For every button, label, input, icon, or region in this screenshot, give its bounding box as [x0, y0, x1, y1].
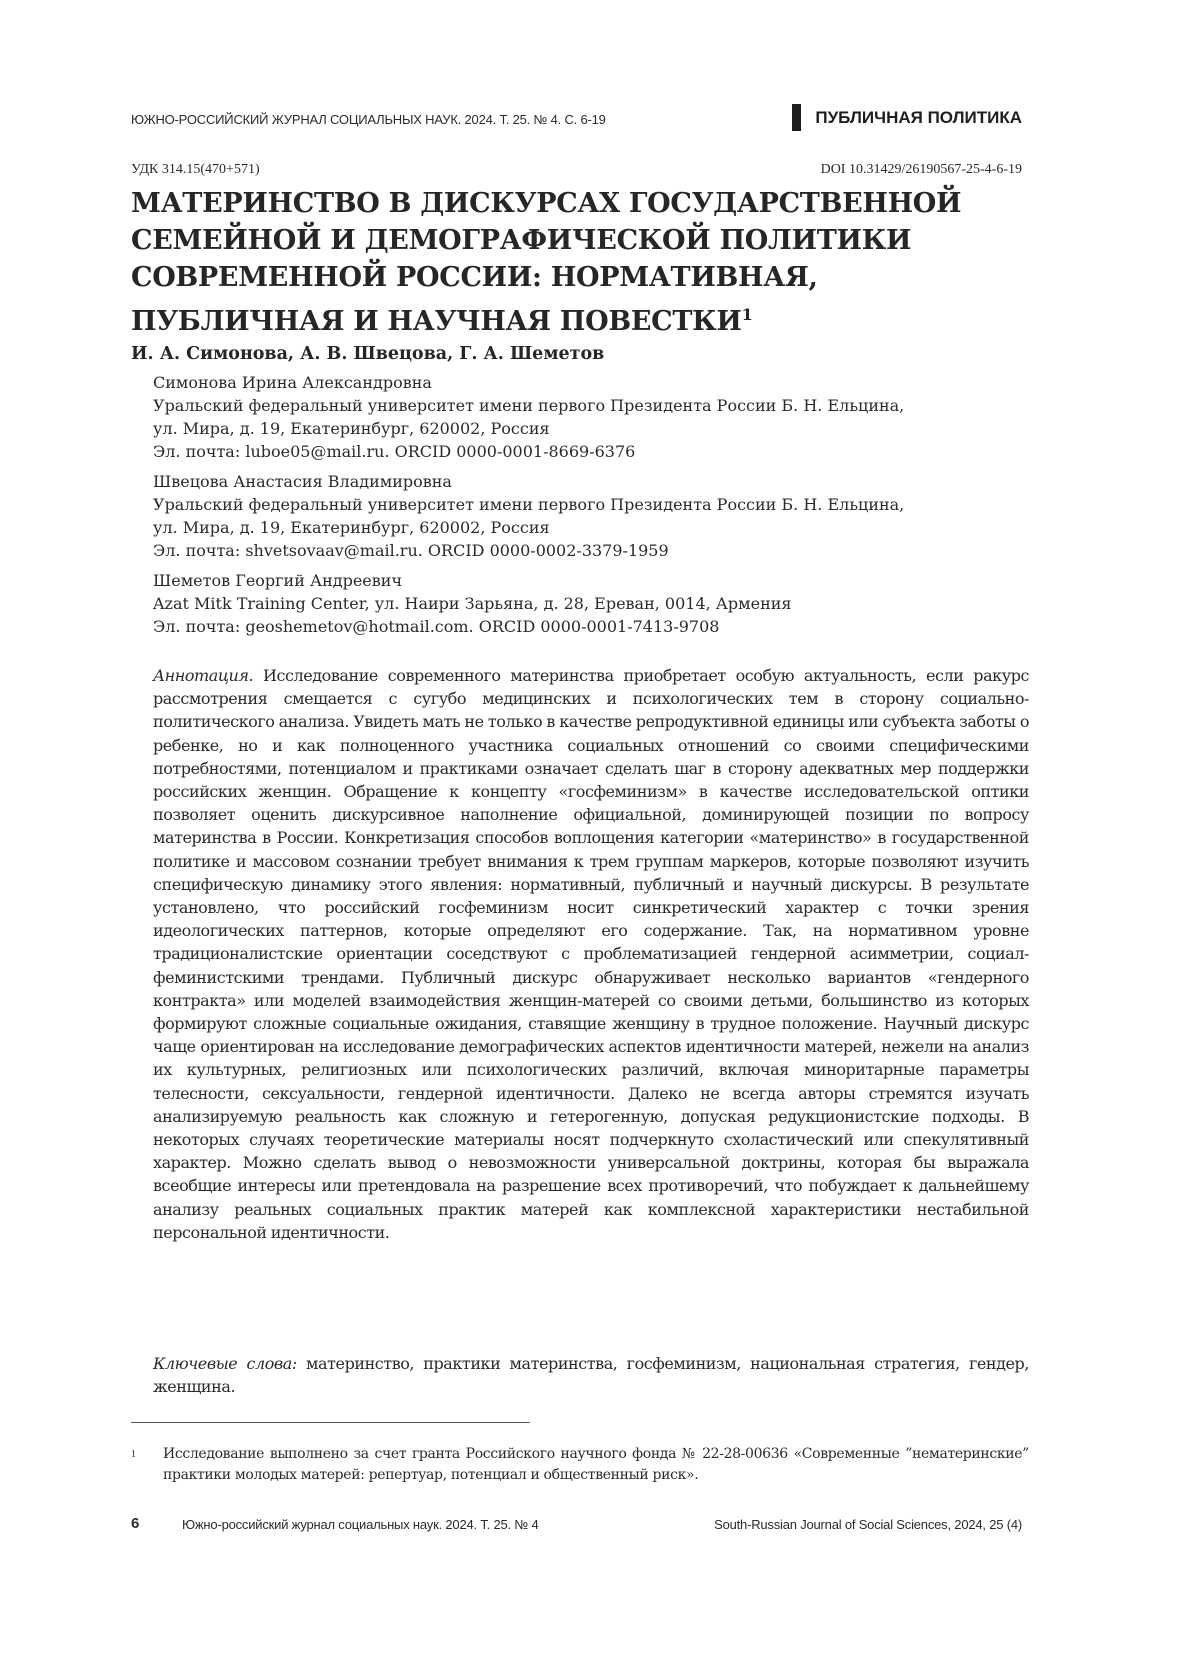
affiliation-1 — [153, 371, 1033, 463]
author-organization: Уральский федеральный университет имени первого Президента России Б. Н. Ельцина, — [153, 495, 905, 514]
footnote-number: 1 — [131, 1449, 136, 1460]
author-full-name: Швецова Анастасия Владимировна — [153, 472, 452, 491]
author-address: ул. Мира, д. 19, Екатеринбург, 620002, Россия — [153, 419, 550, 438]
authors-line: И. А. Симонова, А. В. Швецова, Г. А. Шеметов — [131, 344, 605, 364]
page-number: 6 — [131, 1515, 140, 1532]
author-address: ул. Мира, д. 19, Екатеринбург, 620002, Россия — [153, 518, 550, 537]
keywords-label: Ключевые слова: — [153, 1354, 297, 1373]
article-title — [131, 185, 1031, 340]
author-contact: Эл. почта: luboe05@mail.ru. ORCID 0000-0001-8669-6376 — [153, 442, 636, 461]
footer-journal-en: South-Russian Journal of Social Sciences, 2024, 25 (4) — [714, 1517, 1022, 1532]
affiliations — [153, 371, 1033, 645]
title-line: МАТЕРИНСТВО В ДИСКУРСАХ ГОСУДАРСТВЕННОЙ — [131, 188, 962, 219]
title-line: СОВРЕМЕННОЙ РОССИИ: НОРМАТИВНАЯ, — [131, 262, 818, 293]
footer-journal-ru: Южно-российский журнал социальных наук. 2024. Т. 25. № 4 — [182, 1517, 539, 1532]
footnote-divider — [131, 1422, 530, 1423]
udk-code: УДК 314.15(470+571) — [131, 162, 260, 177]
affiliation-2 — [153, 470, 1033, 562]
author-contact: Эл. почта: geoshemetov@hotmail.com. ORCID 0000-0001-7413-9708 — [153, 617, 720, 636]
keywords-text: материнство, практики материнства, госфеминизм, национальная стратегия, гендер, женщина. — [153, 1354, 1029, 1397]
keywords — [153, 1352, 1029, 1398]
abstract-text: Исследование современного материнства приобретает особую актуальность, если ракурс рассмотрения смещается с сугубо медицинских и психологических тем в сторону социально-политического анализа. Увидеть мать не только в качестве репродуктивной единицы или субъекта заботы о ребенке, но и как полноценного участника социальных отношений со своими специфическими потребностями, потенциалом и практиками означает сделать шаг в сторону адекватных мер поддержки российских женщин. Обращение к концепту «госфеминизм» в качестве исследовательской оптики позволяет оценить дискурсивное наполнение официальной, доминирующей позиции по вопросу материнства в России. Конкретизация способов воплощения категории «материнство» в государственной политике и массовом сознании требует внимания к трем группам маркеров, которые позволяют изучить специфическую динамику этого явления: нормативный, публичный и научный дискурсы. В результате установлено, что российский госфеминизм носит синкретический характер с точки зрения идеологических паттернов, которые определяют его содержание. Так, на нормативном уровне традиционалистские ориентации соседствуют с проблематизацией гендерной асимметрии, социал-феминистскими трендами. Публичный дискурс обнаруживает несколько вариантов «гендерного контракта» или моделей взаимодействия женщин-матерей со своими детьми, большинство из которых формируют сложные социальные ожидания, ставящие женщину в трудное положение. Научный дискурс чаще ориентирован на исследование демографических аспектов идентичности матерей, нежели на анализ их культурных, религиозных или психологических различий, включая миноритарные параметры телесности, сексуальности, гендерной идентичности. Далеко не всегда авторы стремятся изучать анализируемую реальность как сложную и гетерогенную, допуская редукционистские подходы. В некоторых случаях теоретические материалы носят подчеркнуто схоластический или спекулятивный характер. Можно сделать вывод о невозможности универсальной доктрины, которая бы выражала всеобщие интересы или претендовала на разрешение всех противоречий, что побуждает к дальнейшему анализу реальных социальных практик матерей как комплексной характеристики нестабильной персональной идентичности. — [153, 666, 1029, 1242]
author-contact: Эл. почта: shvetsovaav@mail.ru. ORCID 0000-0002-3379-1959 — [153, 541, 669, 560]
author-full-name: Шеметов Георгий Андреевич — [153, 571, 403, 590]
abstract — [153, 664, 1029, 1244]
title-line: ПУБЛИЧНАЯ И НАУЧНАЯ ПОВЕСТКИ — [131, 306, 742, 337]
author-organization: Уральский федеральный университет имени первого Президента России Б. Н. Ельцина, — [153, 396, 905, 415]
author-organization: Azat Mitk Training Center, ул. Наири Зарьяна, д. 28, Ереван, 0014, Армения — [153, 594, 792, 613]
footnote-text: Исследование выполнено за счет гранта Российского научного фонда № 22-28-00636 «Современные ”нематеринские” практики молодых матерей: репертуар, потенциал и общественный риск». — [163, 1446, 1029, 1483]
running-head: ЮЖНО-РОССИЙСКИЙ ЖУРНАЛ СОЦИАЛЬНЫХ НАУК. 2024. Т. 25. № 4. С. 6-19 — [131, 112, 606, 127]
title-line: СЕМЕЙНОЙ И ДЕМОГРАФИЧЕСКОЙ ПОЛИТИКИ — [131, 225, 912, 256]
section-marker-bar — [792, 104, 801, 131]
section-label: ПУБЛИЧНАЯ ПОЛИТИКА — [815, 107, 1022, 127]
author-full-name: Симонова Ирина Александровна — [153, 373, 432, 392]
affiliation-3 — [153, 569, 1033, 638]
abstract-label: Аннотация. — [153, 666, 254, 685]
section-heading — [792, 104, 1022, 131]
doi: DOI 10.31429/26190567-25-4-6-19 — [820, 162, 1022, 177]
title-footnote-mark: 1 — [741, 305, 753, 324]
